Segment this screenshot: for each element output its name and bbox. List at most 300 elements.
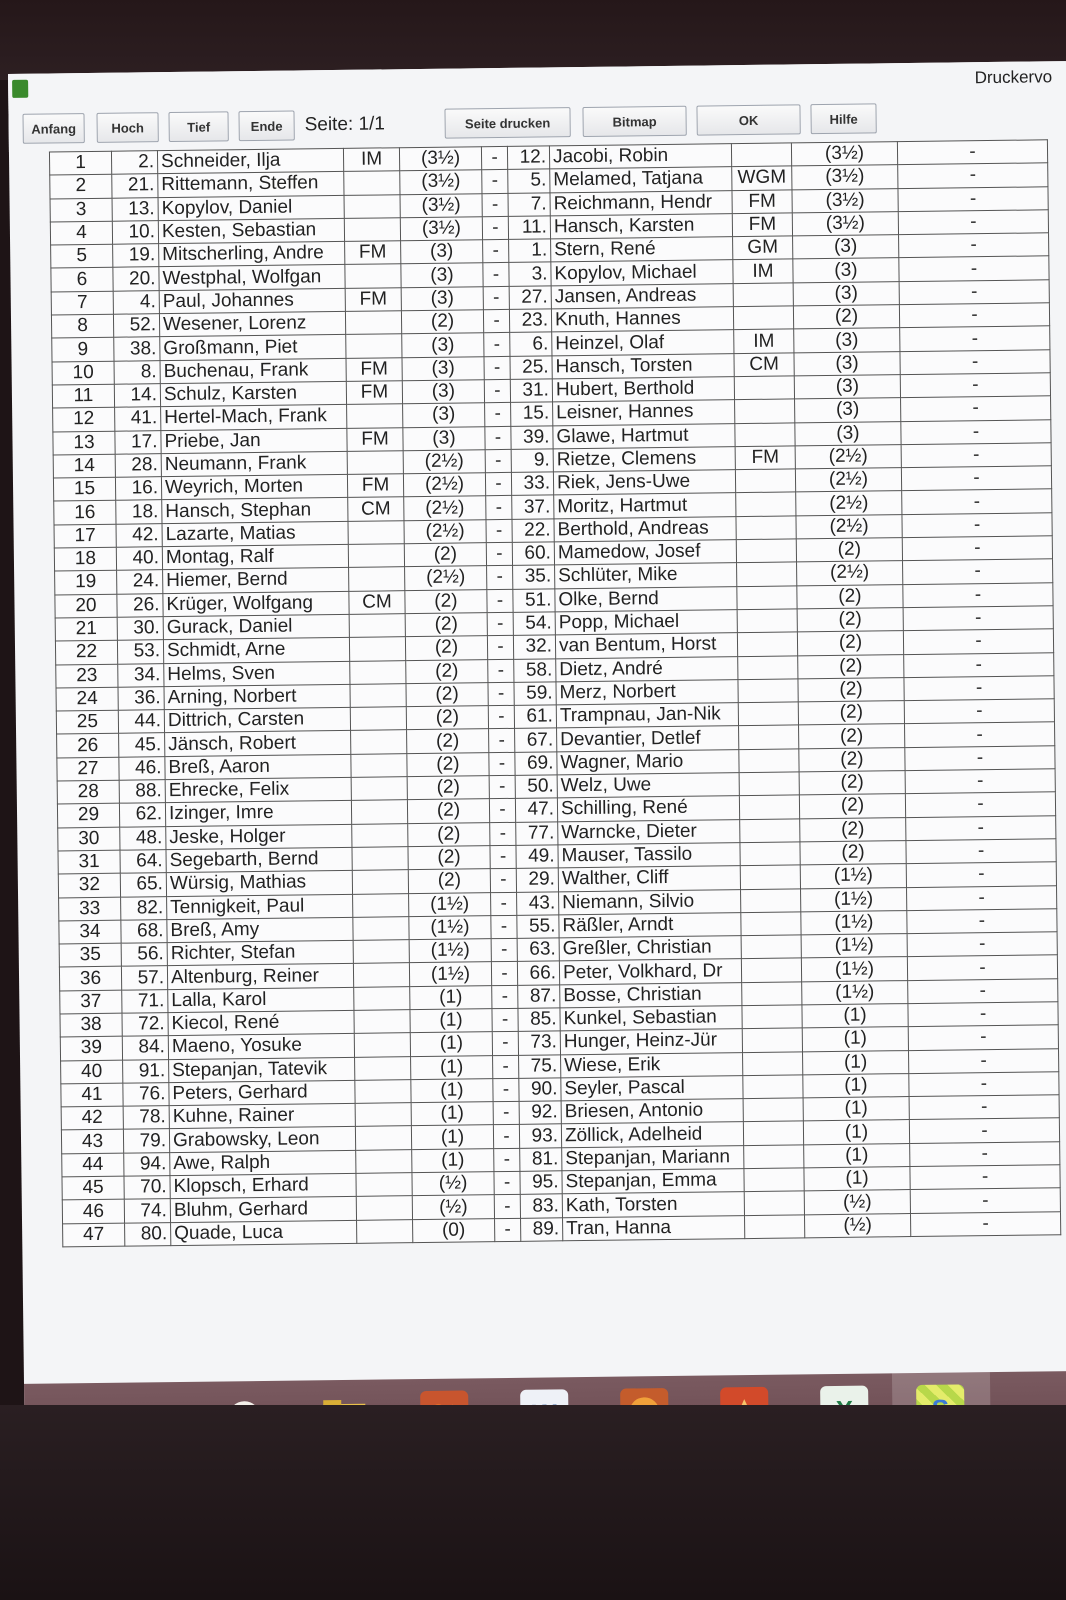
black-player-name: Wagner, Mario — [557, 749, 739, 775]
black-title — [744, 1145, 804, 1169]
black-points: (3) — [793, 258, 899, 283]
black-points: (2) — [796, 538, 902, 563]
white-title — [347, 404, 403, 428]
board-number: 46 — [62, 1200, 124, 1224]
black-title — [733, 283, 793, 307]
white-player-name: Maeno, Yosuke — [168, 1034, 354, 1060]
black-start-number: 12. — [507, 146, 549, 170]
black-start-number: 73. — [518, 1031, 560, 1055]
separator: - — [489, 799, 515, 823]
white-points: (3) — [401, 240, 483, 264]
result: - — [908, 1025, 1058, 1050]
white-start-number: 71. — [122, 989, 168, 1013]
black-start-number: 9. — [511, 449, 553, 473]
board-number: 15 — [53, 477, 115, 501]
black-player-name: Rietze, Clemens — [553, 447, 735, 473]
white-title: FM — [345, 287, 401, 311]
white-points: (3) — [402, 380, 484, 404]
white-title — [352, 870, 408, 894]
result: - — [910, 1141, 1060, 1166]
separator: - — [494, 1171, 520, 1195]
white-points: (½) — [412, 1172, 494, 1196]
black-title — [733, 306, 793, 330]
black-title — [737, 586, 797, 610]
result: - — [910, 1165, 1060, 1190]
separator: - — [494, 1195, 520, 1219]
page-indicator: Seite: 1/1 — [304, 113, 386, 136]
black-player-name: Niemann, Silvio — [559, 889, 741, 915]
separator: - — [487, 566, 513, 590]
black-player-name: Kath, Torsten — [562, 1192, 744, 1218]
board-number: 11 — [52, 384, 114, 408]
white-player-name: Rittemann, Steffen — [158, 172, 344, 198]
result: - — [903, 629, 1053, 654]
white-points: (1½) — [409, 915, 491, 939]
black-player-name: Tran, Hanna — [563, 1215, 745, 1241]
black-player-name: Riek, Jens-Uwe — [553, 470, 735, 496]
separator: - — [490, 845, 516, 869]
white-player-name: Montag, Ralf — [162, 544, 348, 570]
result: - — [902, 489, 1052, 514]
separator: - — [489, 729, 515, 753]
black-start-number: 55. — [517, 915, 559, 939]
result: - — [904, 676, 1054, 701]
result: - — [907, 909, 1057, 934]
white-player-name: Jänsch, Robert — [165, 731, 351, 757]
separator: - — [484, 333, 510, 357]
black-player-name: Hansch, Torsten — [552, 353, 734, 379]
black-title — [734, 376, 794, 400]
white-start-number: 72. — [122, 1013, 168, 1037]
white-points: (2) — [405, 589, 487, 613]
black-start-number: 69. — [515, 752, 557, 776]
white-start-number: 64. — [120, 850, 166, 874]
result: - — [910, 1188, 1060, 1213]
result: - — [906, 815, 1056, 840]
white-start-number: 17. — [115, 430, 161, 454]
black-title: FM — [732, 213, 792, 237]
board-number: 36 — [59, 967, 121, 991]
black-player-name: Olke, Bernd — [555, 586, 737, 612]
white-start-number: 13. — [112, 197, 158, 221]
white-points: (2½) — [404, 519, 486, 543]
black-player-name: Stepanjan, Emma — [562, 1169, 744, 1195]
separator: - — [489, 775, 515, 799]
white-start-number: 18. — [116, 500, 162, 524]
black-player-name: Peter, Volkhard, Dr — [559, 959, 741, 985]
black-title — [738, 702, 798, 726]
black-points: (3) — [795, 398, 901, 423]
black-player-name: Hubert, Berthold — [552, 377, 734, 403]
white-title: IM — [343, 148, 399, 172]
white-player-name: Tennigkeit, Paul — [167, 894, 353, 920]
white-start-number: 88. — [119, 780, 165, 804]
black-start-number: 85. — [518, 1008, 560, 1032]
white-start-number: 36. — [118, 686, 164, 710]
separator: - — [485, 473, 511, 497]
white-title: FM — [346, 357, 402, 381]
white-title: CM — [348, 497, 404, 521]
white-points: (3½) — [399, 147, 481, 171]
board-number: 3 — [50, 198, 112, 222]
board-number: 13 — [53, 431, 115, 455]
white-points: (2½) — [403, 473, 485, 497]
result: - — [900, 326, 1050, 351]
white-start-number: 24. — [117, 570, 163, 594]
black-player-name: Greßler, Christian — [559, 936, 741, 962]
board-number: 17 — [54, 524, 116, 548]
board-number: 38 — [60, 1013, 122, 1037]
white-title — [351, 777, 407, 801]
white-title — [354, 1010, 410, 1034]
black-title — [735, 422, 795, 446]
white-title — [355, 1126, 411, 1150]
black-title — [737, 609, 797, 633]
black-start-number: 37. — [512, 495, 554, 519]
black-title — [740, 842, 800, 866]
white-points: (3½) — [400, 217, 482, 241]
black-points: (2) — [800, 817, 906, 842]
board-number: 26 — [57, 734, 119, 758]
black-player-name: van Bentum, Horst — [555, 633, 737, 659]
white-points: (1) — [411, 1079, 493, 1103]
white-title — [351, 753, 407, 777]
black-player-name: Devantier, Detlef — [557, 726, 739, 752]
black-points: (1½) — [801, 910, 907, 935]
white-title — [349, 637, 405, 661]
white-player-name: Weyrich, Morten — [161, 475, 347, 501]
black-points: (2) — [799, 747, 905, 772]
white-points: (2) — [407, 729, 489, 753]
black-title: FM — [732, 190, 792, 214]
board-number: 45 — [62, 1176, 124, 1200]
black-points: (2½) — [795, 444, 901, 469]
white-title — [347, 451, 403, 475]
black-title — [744, 1168, 804, 1192]
black-start-number: 93. — [519, 1124, 561, 1148]
white-title — [356, 1149, 412, 1173]
window-title: Druckervo — [974, 67, 1053, 88]
black-start-number: 75. — [519, 1054, 561, 1078]
black-title — [736, 492, 796, 516]
white-title: CM — [349, 590, 405, 614]
result: - — [900, 373, 1050, 398]
separator: - — [489, 752, 515, 776]
black-start-number: 47. — [515, 798, 557, 822]
separator: - — [485, 449, 511, 473]
black-start-number: 95. — [520, 1171, 562, 1195]
board-number: 37 — [60, 990, 122, 1014]
help-button[interactable]: Hilfe — [810, 103, 876, 134]
black-points: (1½) — [801, 934, 907, 959]
black-title — [739, 725, 799, 749]
black-points: (2) — [799, 794, 905, 819]
print-page-button[interactable]: Seite drucken — [444, 107, 570, 139]
black-title — [744, 1215, 804, 1239]
black-points: (3½) — [792, 165, 898, 190]
black-title — [739, 749, 799, 773]
white-points: (2) — [407, 752, 489, 776]
white-start-number: 19. — [113, 244, 159, 268]
black-start-number: 89. — [521, 1217, 563, 1241]
separator: - — [491, 962, 517, 986]
white-title — [356, 1196, 412, 1220]
white-points: (3½) — [400, 193, 482, 217]
separator: - — [486, 496, 512, 520]
white-points: (1) — [411, 1055, 493, 1079]
black-player-name: Kopylov, Michael — [551, 260, 733, 286]
white-start-number: 57. — [121, 966, 167, 990]
result: - — [899, 303, 1049, 328]
board-number: 32 — [58, 873, 120, 897]
separator: - — [486, 542, 512, 566]
black-points: (1) — [802, 1027, 908, 1052]
separator: - — [483, 286, 509, 310]
white-player-name: Großmann, Piet — [160, 335, 346, 361]
white-start-number: 44. — [118, 710, 164, 734]
white-player-name: Dittrich, Carsten — [164, 707, 350, 733]
white-title — [344, 218, 400, 242]
board-number: 31 — [58, 850, 120, 874]
result: - — [910, 1211, 1060, 1236]
separator: - — [491, 892, 517, 916]
result: - — [906, 862, 1056, 887]
black-start-number: 29. — [516, 868, 558, 892]
white-start-number: 40. — [116, 547, 162, 571]
black-title — [740, 818, 800, 842]
result: - — [901, 466, 1051, 491]
black-player-name: Bosse, Christian — [560, 982, 742, 1008]
white-title — [353, 963, 409, 987]
white-points: (2) — [406, 683, 488, 707]
black-points: (1) — [803, 1050, 909, 1075]
result: - — [907, 885, 1057, 910]
result: - — [904, 699, 1054, 724]
white-points: (2) — [408, 822, 490, 846]
bitmap-button[interactable]: Bitmap — [582, 106, 686, 137]
white-points: (0) — [413, 1218, 495, 1242]
white-title — [350, 684, 406, 708]
black-points: (1) — [803, 1120, 909, 1145]
white-points: (1½) — [409, 939, 491, 963]
white-points: (1½) — [409, 962, 491, 986]
white-title — [355, 1080, 411, 1104]
white-player-name: Izinger, Imre — [165, 801, 351, 827]
white-points: (½) — [412, 1195, 494, 1219]
ok-button[interactable]: OK — [696, 104, 800, 135]
black-player-name: Walther, Cliff — [558, 866, 740, 892]
white-player-name: Schulz, Karsten — [160, 381, 346, 407]
result: - — [901, 396, 1051, 421]
black-title — [737, 632, 797, 656]
white-points: (3) — [402, 356, 484, 380]
result: - — [903, 559, 1053, 584]
white-title — [352, 823, 408, 847]
white-start-number: 34. — [118, 663, 164, 687]
white-points: (2) — [401, 310, 483, 334]
separator: - — [490, 822, 516, 846]
black-player-name: Popp, Michael — [555, 610, 737, 636]
white-start-number: 16. — [115, 477, 161, 501]
board-number: 12 — [53, 407, 115, 431]
white-title — [353, 940, 409, 964]
ende-button[interactable]: Ende — [238, 111, 294, 142]
white-start-number: 10. — [112, 221, 158, 245]
white-player-name: Jeske, Holger — [166, 824, 352, 850]
separator: - — [488, 659, 514, 683]
black-start-number: 7. — [508, 192, 550, 216]
black-title: WGM — [732, 166, 792, 190]
black-title — [741, 935, 801, 959]
black-points: (2) — [797, 631, 903, 656]
separator: - — [487, 589, 513, 613]
board-number: 14 — [53, 454, 115, 478]
white-start-number: 65. — [120, 873, 166, 897]
board-number: 5 — [51, 244, 113, 268]
anfang-button[interactable]: Anfang — [22, 113, 84, 144]
black-start-number: 22. — [512, 519, 554, 543]
black-title — [737, 562, 797, 586]
white-title — [350, 707, 406, 731]
result: - — [898, 210, 1048, 235]
separator: - — [495, 1218, 521, 1242]
background-bottom — [0, 1405, 1066, 1600]
black-player-name: Räßler, Arndt — [559, 912, 741, 938]
black-player-name: Wiese, Erik — [561, 1052, 743, 1078]
separator: - — [490, 869, 516, 893]
black-start-number: 25. — [510, 356, 552, 380]
black-player-name: Merz, Norbert — [556, 679, 738, 705]
result: - — [908, 1002, 1058, 1027]
white-start-number: 84. — [122, 1036, 168, 1060]
black-start-number: 11. — [508, 216, 550, 240]
white-title — [348, 520, 404, 544]
black-points: (2) — [800, 840, 906, 865]
white-title — [350, 660, 406, 684]
white-player-name: Wesener, Lorenz — [159, 311, 345, 337]
white-player-name: Arning, Norbert — [164, 684, 350, 710]
tief-button[interactable]: Tief — [168, 111, 228, 142]
board-number: 10 — [52, 361, 114, 385]
separator: - — [493, 1055, 519, 1079]
black-player-name: Jansen, Andreas — [551, 283, 733, 309]
white-player-name: Kesten, Sebastian — [158, 218, 344, 244]
white-points: (2) — [404, 543, 486, 567]
white-player-name: Richter, Stefan — [167, 940, 353, 966]
black-points: (2) — [793, 305, 899, 330]
black-player-name: Zöllick, Adelheid — [561, 1122, 743, 1148]
white-title — [345, 264, 401, 288]
black-player-name: Schlüter, Mike — [555, 563, 737, 589]
black-points: (1½) — [801, 957, 907, 982]
separator: - — [493, 1078, 519, 1102]
white-start-number: 14. — [114, 384, 160, 408]
black-title — [743, 1051, 803, 1075]
black-start-number: 87. — [518, 985, 560, 1009]
black-player-name: Dietz, André — [556, 656, 738, 682]
black-start-number: 15. — [511, 402, 553, 426]
white-start-number: 46. — [119, 756, 165, 780]
white-player-name: Priebe, Jan — [161, 428, 347, 454]
separator: - — [483, 309, 509, 333]
black-start-number: 23. — [509, 309, 551, 333]
white-title: FM — [345, 241, 401, 265]
white-player-name: Schmidt, Arne — [163, 638, 349, 664]
separator: - — [492, 1032, 518, 1056]
result: - — [897, 140, 1047, 165]
white-points: (2) — [405, 613, 487, 637]
separator: - — [491, 915, 517, 939]
white-player-name: Lalla, Karol — [168, 987, 354, 1013]
white-start-number: 91. — [123, 1059, 169, 1083]
result: - — [902, 536, 1052, 561]
pairings-table — [49, 139, 1061, 1247]
white-title — [348, 544, 404, 568]
separator: - — [484, 356, 510, 380]
white-title — [349, 567, 405, 591]
black-points: (1½) — [800, 864, 906, 889]
black-start-number: 3. — [509, 262, 551, 286]
white-player-name: Würsig, Mathias — [166, 871, 352, 897]
white-player-name: Bluhm, Gerhard — [170, 1197, 356, 1223]
black-player-name: Glawe, Hartmut — [553, 423, 735, 449]
black-player-name: Reichmann, Hendr — [550, 190, 732, 216]
result: - — [898, 163, 1048, 188]
black-title — [736, 516, 796, 540]
black-player-name: Trampnau, Jan-Nik — [556, 703, 738, 729]
black-start-number: 49. — [516, 845, 558, 869]
separator: - — [491, 938, 517, 962]
white-start-number: 76. — [123, 1082, 169, 1106]
white-start-number: 41. — [115, 407, 161, 431]
black-title — [743, 1098, 803, 1122]
white-title — [353, 893, 409, 917]
black-title — [731, 143, 791, 167]
white-points: (2) — [406, 706, 488, 730]
black-points: (1) — [804, 1167, 910, 1192]
black-player-name: Welz, Uwe — [557, 773, 739, 799]
white-player-name: Kopylov, Daniel — [158, 195, 344, 221]
result: - — [909, 1072, 1059, 1097]
white-points: (2) — [407, 776, 489, 800]
black-player-name: Melamed, Tatjana — [550, 167, 732, 193]
white-title — [344, 171, 400, 195]
white-title — [357, 1219, 413, 1243]
black-points: (1) — [803, 1073, 909, 1098]
result: - — [905, 722, 1055, 747]
white-points: (1) — [410, 985, 492, 1009]
hoch-button[interactable]: Hoch — [96, 112, 158, 143]
board-number: 25 — [56, 710, 118, 734]
white-points: (3) — [401, 286, 483, 310]
black-start-number: 5. — [508, 169, 550, 193]
white-title — [351, 730, 407, 754]
black-points: (2) — [798, 701, 904, 726]
black-player-name: Hunger, Heinz-Jür — [560, 1029, 742, 1055]
white-points: (3) — [401, 263, 483, 287]
black-player-name: Warncke, Dieter — [558, 819, 740, 845]
black-points: (1½) — [802, 980, 908, 1005]
separator: - — [493, 1125, 519, 1149]
separator: - — [482, 216, 508, 240]
black-points: (2½) — [796, 491, 902, 516]
white-start-number: 78. — [123, 1106, 169, 1130]
board-number: 34 — [59, 920, 121, 944]
black-player-name: Berthold, Andreas — [554, 516, 736, 542]
white-start-number: 68. — [121, 919, 167, 943]
pairings-table-wrap — [49, 139, 1061, 1247]
separator: - — [488, 682, 514, 706]
